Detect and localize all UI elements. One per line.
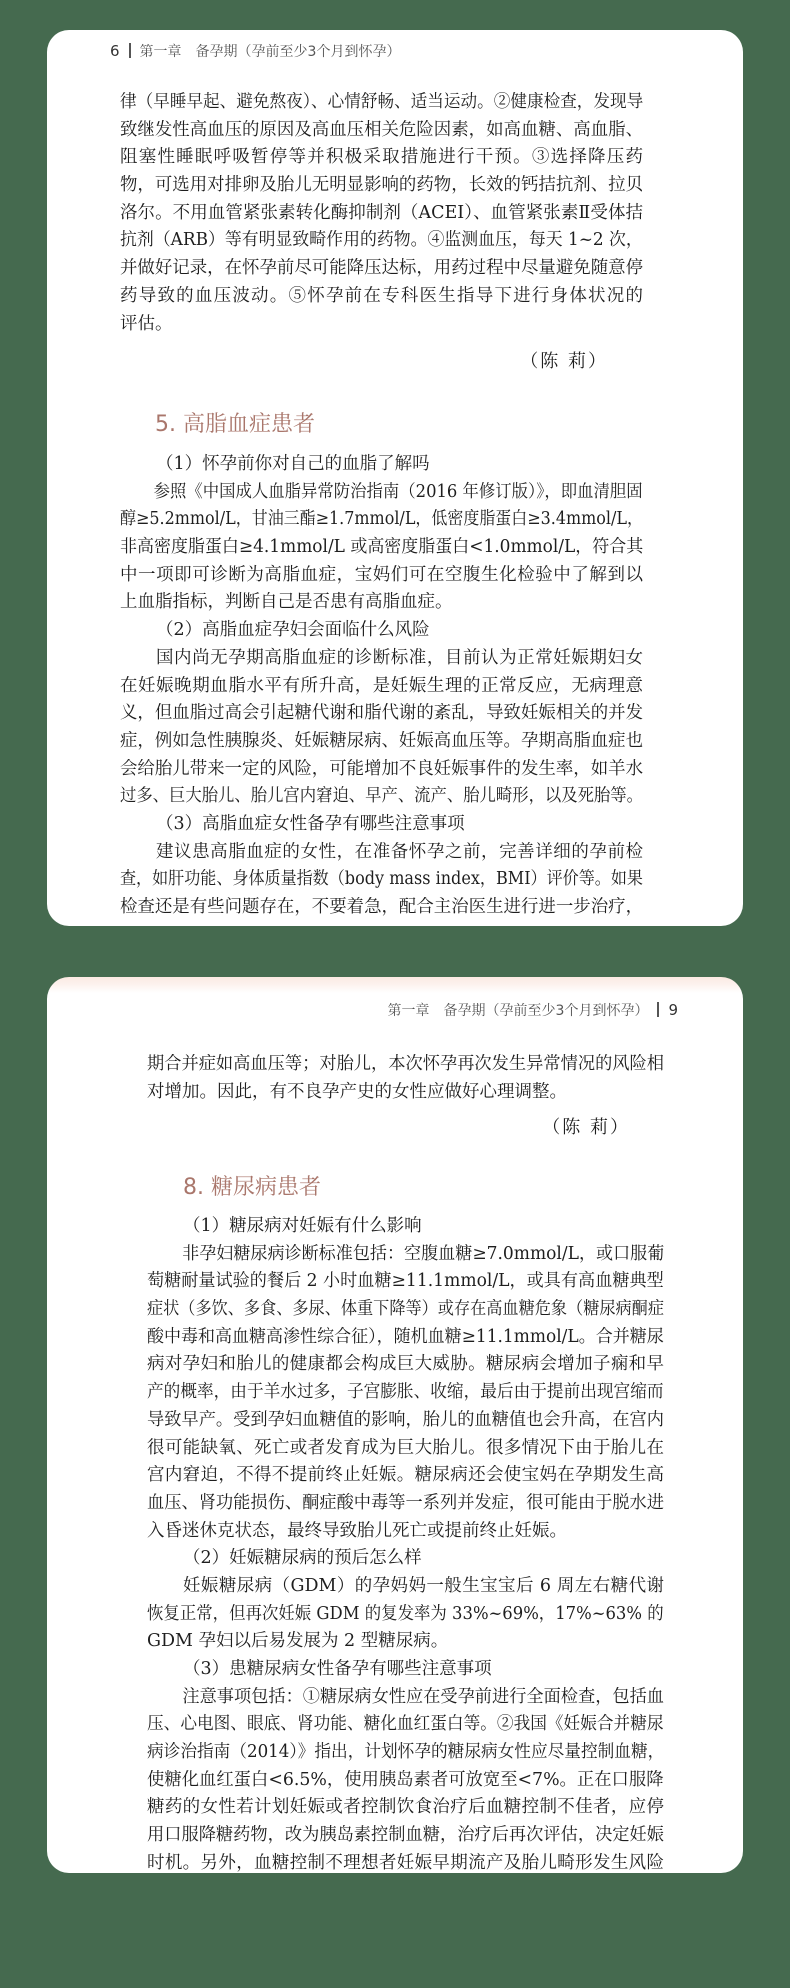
text-line: 药导致的血压波动。⑤怀孕前在专科医生指导下进行身体状况的	[120, 285, 643, 306]
section-body	[120, 451, 643, 922]
text-line: 洛尔。不用血管紧张素转化酶抑制剂（ACEI）、血管紧张素Ⅱ受体拮	[120, 202, 643, 223]
text-line: 国内尚无孕期高脂血症的诊断标准，目前认为正常妊娠期妇女	[156, 647, 643, 668]
text-line: 阻塞性睡眠呼吸暂停等并积极采取措施进行干预。③选择降压药	[120, 147, 643, 168]
subsection-title: （2）妊娠糖尿病的预后怎么样	[183, 1548, 422, 1569]
subsection-title: （3）高脂血症女性备孕有哪些注意事项	[156, 813, 465, 834]
text-line: 建议患高脂血症的女性，在准备怀孕之前，完善详细的孕前检	[156, 841, 643, 862]
chapter-title: 备孕期（孕前至少3个月到怀孕）	[443, 1003, 649, 1019]
text-line: 过多、巨大胎儿、胎儿宫内窘迫、早产、流产、胎儿畸形，以及死胎等。	[120, 786, 643, 807]
text-line: 会给胎儿带来一定的风险，可能增加不良妊娠事件的发生率，如羊水	[120, 758, 643, 779]
text-line: 很可能缺氧、死亡或者发育成为巨大胎儿。很多情况下由于胎儿在	[147, 1437, 664, 1458]
text-line: 上血脂指标，判断自己是否患有高脂血症。	[120, 592, 453, 613]
text-line: 在妊娠晚期血脂水平有所升高，是妊娠生理的正常反应，无病理意	[120, 675, 643, 696]
text-line: 妊娠糖尿病（GDM）的孕妈妈一般生宝宝后 6 周左右糖代谢	[183, 1575, 664, 1596]
subsection-title: （2）高脂血症孕妇会面临什么风险	[156, 620, 430, 641]
text-line: 糖药的女性若计划妊娠或者控制饮食治疗后血糖控制不佳者，应停	[147, 1797, 664, 1818]
text-line: 压、心电图、眼底、肾功能、糖化血红蛋白等。②我国《妊娠合并糖尿	[147, 1714, 664, 1735]
text-line: 导致早产。受到孕妇血糖值的影响，胎儿的血糖值也会升高，在宫内	[147, 1409, 664, 1430]
text-line: 注意事项包括：①糖尿病女性应在受孕前进行全面检查，包括血	[182, 1686, 664, 1707]
book-page-9	[47, 977, 743, 1873]
running-head	[110, 41, 400, 61]
text-line: 律（早睡早起、避免熬夜）、心情舒畅、适当运动。②健康检查，发现导	[120, 92, 644, 112]
text-line: 并做好记录，在怀孕前尽可能降压达标，用药过程中尽量避免随意停	[120, 258, 643, 279]
subsection-title: （1）糖尿病对妊娠有什么影响	[183, 1216, 422, 1236]
text-line: 物，可选用对排卵及胎儿无明显影响的药物，长效的钙拮抗剂、拉贝	[120, 175, 643, 196]
text-line: 对增加。因此，有不良孕产史的女性应做好心理调整。	[147, 1081, 567, 1102]
page-number: 9	[668, 1001, 678, 1019]
text-line: 中一项即可诊断为高脂血症，宝妈们可在空腹生化检验中了解到以	[120, 564, 643, 585]
text-line: 时机。另外，血糖控制不理想者妊娠早期流产及胎儿畸形发生风险	[147, 1852, 664, 1873]
text-line: 使糖化血红蛋白<6.5%，使用胰岛素者可放宽至<7%。正在口服降	[147, 1769, 664, 1790]
text-line: 病诊治指南（2014）》指出，计划怀孕的糖尿病女性应尽量控制血糖，	[147, 1742, 665, 1763]
text-line: GDM 孕妇以后易发展为 2 型糖尿病。	[147, 1631, 449, 1652]
divider	[657, 1002, 659, 1017]
text-line: 恢复正常，但再次妊娠 GDM 的复发率为 33%~69%，17%~63% 的	[147, 1603, 664, 1624]
chapter-label: 第一章	[139, 44, 182, 60]
divider	[129, 43, 131, 58]
page-number: 6	[110, 42, 120, 60]
text-line: 抗剂（ARB）等有明显致畸作用的药物。④监测血压，每天 1~2 次，	[120, 230, 643, 251]
text-line: 义，但血脂过高会引起糖代谢和脂代谢的紊乱，导致妊娠相关的并发	[120, 703, 643, 724]
paragraph	[147, 1051, 664, 1106]
text-line: 非孕妇糖尿病诊断标准包括：空腹血糖≥7.0mmol/L，或口服葡	[182, 1243, 665, 1264]
text-line: 非高密度脂蛋白≥4.1mmol/L 或高密度脂蛋白<1.0mmol/L，符合其	[120, 537, 644, 558]
section-body	[147, 1213, 664, 1873]
text-line: 症状（多饮、多食、多尿、体重下降等）或存在高血糖危象（糖尿病酮症	[147, 1299, 664, 1320]
book-page-6	[47, 30, 743, 926]
running-head	[388, 1000, 678, 1020]
text-line: 入昏迷休克状态，最终导致胎儿死亡或提前终止妊娠。	[147, 1520, 567, 1541]
text-line: 检查还是有些问题存在，不要着急，配合主治医生进行进一步治疗，	[120, 897, 643, 917]
text-line: 参照《中国成人血脂异常防治指南（2016 年修订版）》，即血清胆固	[153, 481, 643, 502]
text-line: 致继发性高血压的原因及高血压相关危险因素，如高血糖、高血脂、	[120, 119, 643, 140]
subsection-title: （3）患糖尿病女性备孕有哪些注意事项	[183, 1659, 492, 1679]
text-line: 用口服降糖药物，改为胰岛素控制血糖，治疗后再次评估，决定妊娠	[147, 1825, 664, 1846]
text-line: 病对孕妇和胎儿的健康都会构成巨大威胁。糖尿病会增加子痫和早	[147, 1354, 664, 1375]
text-line: 醇≥5.2mmol/L，甘油三酯≥1.7mmol/L，低密度脂蛋白≥3.4mmol/L，	[120, 509, 643, 530]
chapter-title: 备孕期（孕前至少3个月到怀孕）	[195, 44, 401, 60]
section-heading: 5. 高脂血症患者	[155, 412, 315, 437]
text-line: 查，如肝功能、身体质量指数（body mass index，BMI）评价等。如果	[120, 869, 643, 890]
subsection-title: （1）怀孕前你对自己的血脂了解吗	[156, 454, 430, 474]
author-attribution: （陈 莉）	[542, 1117, 630, 1138]
author-attribution: （陈 莉）	[520, 351, 608, 372]
text-line: 血压、肾功能损伤、酮症酸中毒等一系列并发症，很可能由于脱水进	[147, 1492, 664, 1513]
text-line: 症，例如急性胰腺炎、妊娠糖尿病、妊娠高血压等。孕期高脂血症也	[120, 730, 643, 751]
text-line: 萄糖耐量试验的餐后 2 小时血糖≥11.1mmol/L，或具有高血糖典型	[147, 1271, 664, 1292]
section-heading: 8. 糖尿病患者	[183, 1175, 321, 1200]
text-line: 期合并症如高血压等；对胎儿，本次怀孕再次发生异常情况的风险相	[147, 1054, 664, 1074]
text-line: 酸中毒和高血糖高渗性综合征），随机血糖≥11.1mmol/L。合并糖尿	[147, 1326, 664, 1347]
text-line: 评估。	[120, 313, 173, 334]
text-line: 宫内窘迫，不得不提前终止妊娠。糖尿病还会使宝妈在孕期发生高	[147, 1465, 664, 1486]
chapter-label: 第一章	[387, 1003, 430, 1019]
paragraph	[120, 89, 643, 338]
text-line: 产的概率，由于羊水过多，子宫膨胀、收缩，最后由于提前出现宫缩而	[147, 1382, 664, 1403]
